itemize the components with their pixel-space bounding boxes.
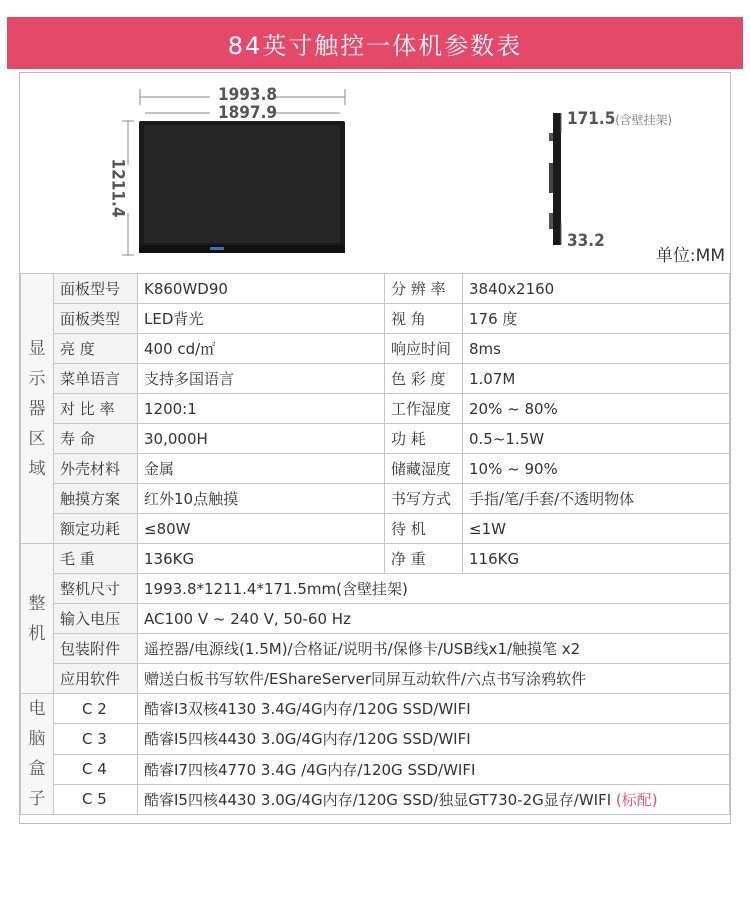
width-outer-label: 1993.8 [218, 85, 278, 105]
width-inner-label: 1897.9 [218, 103, 278, 123]
table-row [21, 274, 730, 304]
spec-label: 亮 度 [54, 334, 138, 364]
spec-value: 0.5~1.5W [463, 424, 730, 454]
table-row [21, 694, 730, 724]
spec-label: 包装附件 [54, 634, 138, 664]
spec-value: 400 cd/㎡ [138, 334, 385, 364]
spec-value: 8ms [463, 334, 730, 364]
spec-value: AC100 V ~ 240 V, 50-60 Hz [138, 604, 730, 634]
pc-config-text: 酷睿I5四核4430 3.0G/4G内存/120G SSD/独显GT730-2G显存/WIFI [144, 790, 612, 809]
spec-value: 遥控器/电源线(1.5M)/合格证/说明书/保修卡/USB线x1/触摸笔 x2 [138, 634, 730, 664]
spec-label: 触摸方案 [54, 484, 138, 514]
table-row [21, 664, 730, 694]
spec-label: 响应时间 [385, 334, 463, 364]
table-row [21, 484, 730, 514]
height-label: 1211.4 [107, 158, 128, 218]
table-row [21, 604, 730, 634]
spec-label: 功 耗 [385, 424, 463, 454]
dimension-diagram [20, 73, 730, 274]
pc-config-text: 酷睿I7四核4770 3.4G /4G内存/120G SSD/WIFI [144, 760, 476, 779]
spec-value: 1.07M [463, 364, 730, 394]
pc-config-text: 酷睿I5四核4430 3.0G/4G内存/120G SSD/WIFI [144, 730, 471, 749]
spec-label: 书写方式 [385, 484, 463, 514]
table-row [21, 574, 730, 604]
spec-value: ≤80W [138, 514, 385, 544]
spec-table [20, 273, 730, 815]
spec-value: 1200:1 [138, 394, 385, 424]
table-row [21, 724, 730, 754]
spec-value: 3840x2160 [463, 274, 730, 304]
spec-label: 输入电压 [54, 604, 138, 634]
spec-label: 色 彩 度 [385, 364, 463, 394]
table-row [21, 514, 730, 544]
spec-label: 寿 命 [54, 424, 138, 454]
spec-label: 对 比 率 [54, 394, 138, 424]
spec-value: 116KG [463, 544, 730, 574]
table-row [21, 334, 730, 364]
spec-label: 菜单语言 [54, 364, 138, 394]
group-label-text: 显示器区域 [28, 338, 46, 479]
table-row [21, 304, 730, 334]
spec-value [138, 724, 730, 754]
spec-value: ≤1W [463, 514, 730, 544]
standard-tag: (标配) [611, 790, 658, 809]
spec-label: 净 重 [385, 544, 463, 574]
table-row [21, 784, 730, 814]
table-row [21, 364, 730, 394]
depth-total-label [567, 109, 672, 129]
group-label-text: 电脑盒子 [28, 699, 46, 809]
pc-config-text: 酷睿I3双核4130 3.4G/4G内存/120G SSD/WIFI [144, 700, 471, 719]
spec-frame [19, 72, 731, 824]
table-row [21, 634, 730, 664]
spec-label: 应用软件 [54, 664, 138, 694]
table-row [21, 394, 730, 424]
spec-value: 30,000H [138, 424, 385, 454]
unit-label: 单位:MM [655, 246, 725, 266]
spec-value: K860WD90 [138, 274, 385, 304]
depth-note: (含壁挂架) [615, 113, 672, 127]
spec-label: 工作湿度 [385, 394, 463, 424]
group-label-pcbox [21, 694, 54, 815]
page-title: 84英寸触控一体机参数表 [7, 17, 743, 69]
spec-value: 1993.8*1211.4*171.5mm(含壁挂架) [138, 574, 730, 604]
spec-label: 分 辨 率 [385, 274, 463, 304]
spec-label: 外壳材料 [54, 454, 138, 484]
spec-label: C 4 [54, 754, 138, 784]
spec-value: 176 度 [463, 304, 730, 334]
spec-value [138, 694, 730, 724]
spec-label: 视 角 [385, 304, 463, 334]
spec-value: 赠送白板书写软件/EShareServer同屏互动软件/六点书写涂鸦软件 [138, 664, 730, 694]
spec-label: 额定功耗 [54, 514, 138, 544]
depth-panel-label: 33.2 [567, 231, 605, 251]
depth-total-value: 171.5 [567, 109, 616, 129]
spec-label: 待 机 [385, 514, 463, 544]
spec-label: 毛 重 [54, 544, 138, 574]
table-row [21, 544, 730, 574]
spec-label: 整机尺寸 [54, 574, 138, 604]
spec-value: 手指/笔/手套/不透明物体 [463, 484, 730, 514]
table-row [21, 454, 730, 484]
group-label-machine [21, 544, 54, 694]
table-row [21, 754, 730, 784]
spec-value: 红外10点触摸 [138, 484, 385, 514]
spec-value: 20% ~ 80% [463, 394, 730, 424]
spec-value: 支持多国语言 [138, 364, 385, 394]
spec-label: C 5 [54, 784, 138, 814]
spec-value [138, 784, 730, 814]
spec-value: 金属 [138, 454, 385, 484]
group-label-display [21, 274, 54, 544]
spec-value: LED背光 [138, 304, 385, 334]
spec-value [138, 754, 730, 784]
table-row [21, 424, 730, 454]
spec-label: C 2 [54, 694, 138, 724]
spec-value: 136KG [138, 544, 385, 574]
spec-label: C 3 [54, 724, 138, 754]
spec-label: 面板型号 [54, 274, 138, 304]
group-label-text: 整机 [28, 593, 46, 644]
spec-value: 10% ~ 90% [463, 454, 730, 484]
spec-label: 面板类型 [54, 304, 138, 334]
spec-label: 储藏湿度 [385, 454, 463, 484]
